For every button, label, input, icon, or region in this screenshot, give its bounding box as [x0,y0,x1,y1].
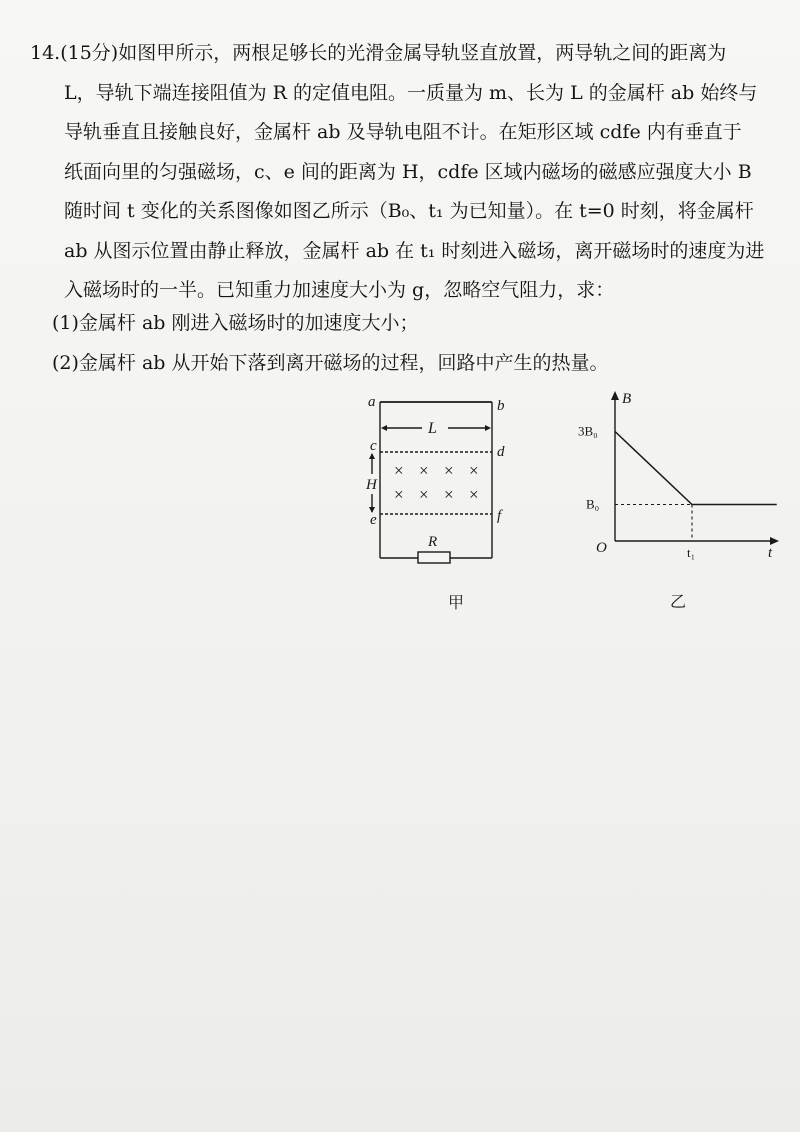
problem-line-2: L，导轨下端连接阻值为 R 的定值电阻。一质量为 m、长为 L 的金属杆 ab 始终与 [64,81,758,104]
label-a: a [368,394,376,410]
field-cross: × [394,485,404,504]
axis-label-t: t [768,545,773,561]
question-2: (2)金属杆 ab 从开始下落到离开磁场的过程，回路中产生的热量。 [52,352,609,374]
figure-jia-circuit [358,388,518,613]
problem-14-text [30,34,782,311]
field-cross: × [419,485,429,504]
problem-line-6: ab 从图示位置由静止释放，金属杆 ab 在 t₁ 时刻进入磁场，离开磁场时的速度为进 [64,239,765,262]
figure-yi-graph [570,385,785,615]
question-1: (1)金属杆 ab 刚进入磁场时的加速度大小； [52,312,419,334]
label-b: b [497,398,505,414]
field-cross: × [419,461,429,480]
axis-label-B: B [622,391,632,407]
problem-line-5: 随时间 t 变化的关系图像如图乙所示（B₀、t₁ 为已知量）。在 t=0 时刻，将金属杆 [64,200,754,222]
resistor [418,552,450,563]
tick-label-3B0: 3B₀ [578,423,598,439]
origin-label: O [596,540,607,556]
figure-yi-caption: 乙 [670,594,687,611]
field-cross: × [469,461,479,480]
L-arrowhead-left [381,425,387,431]
label-e: e [370,512,377,528]
label-L: L [428,420,437,437]
field-cross: × [469,485,479,504]
problem-line-3: 导轨垂直且接触良好，金属杆 ab 及导轨电阻不计。在矩形区域 cdfe 内有垂直于 [64,121,742,143]
label-c: c [370,438,377,454]
problem-line-1: 14.(15分)如图甲所示，两根足够长的光滑金属导轨竖直放置，两导轨之间的距离为 [30,42,727,64]
field-cross: × [394,461,404,480]
tick-label-B0: B₀ [586,496,600,512]
field-cross: × [444,461,454,480]
y-axis-arrowhead [611,391,619,400]
tick-label-t1: t₁ [687,545,696,560]
problem-line-7: 入磁场时的一半。已知重力加速度大小为 g，忽略空气阻力，求： [64,279,615,301]
x-axis-arrowhead [770,537,779,545]
label-R: R [428,534,438,550]
field-cross: × [444,485,454,504]
L-arrowhead-right [485,425,491,431]
figure-jia-caption: 甲 [448,595,465,612]
label-H: H [366,477,377,493]
label-d: d [497,444,505,460]
b-t-curve [615,432,777,505]
label-f: f [497,508,502,524]
problem-line-4: 纸面向里的匀强磁场，c、e 间的距离为 H，cdfe 区域内磁场的磁感应强度大小 B [64,160,752,183]
